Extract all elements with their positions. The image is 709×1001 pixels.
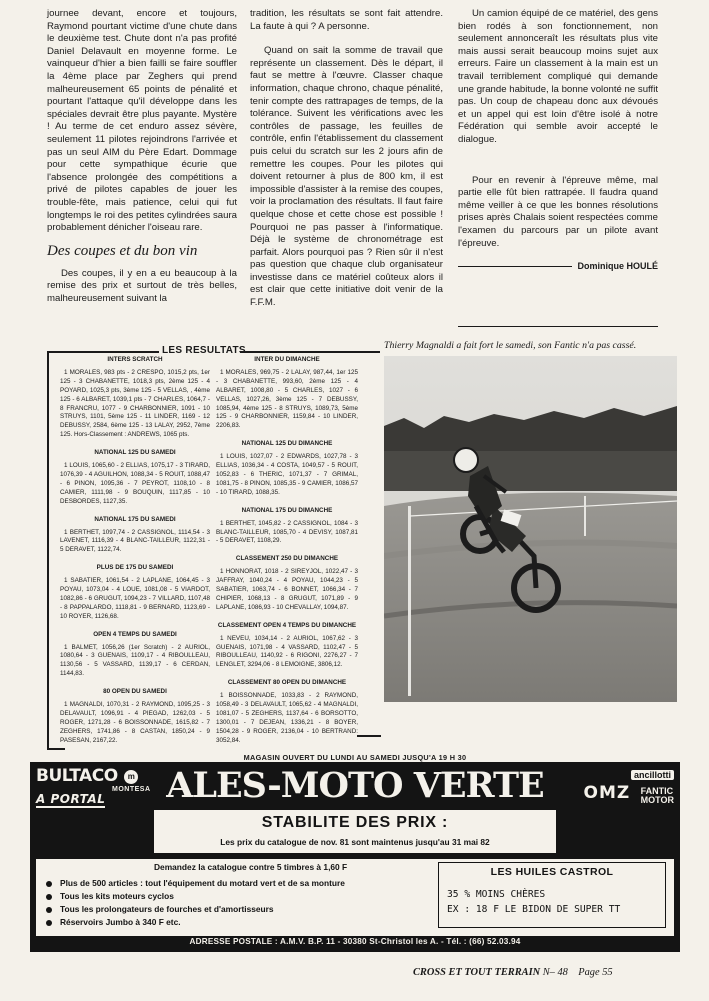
list-item: Plus de 500 articles : tout l'équipement du motard vert et de sa monture bbox=[46, 877, 436, 890]
article-column-1 bbox=[47, 8, 237, 305]
results-title: LES RESULTATS bbox=[162, 345, 246, 356]
price-stability-box bbox=[154, 810, 556, 853]
results-text: 1 BERTHET, 1097,74 - 2 CASSIGNOL, 1114,54 - 3 LAVENET, 1116,39 - 4 BLANC-TAILLEUR, 1122,31 - 5 DERAVET, 1122,74. bbox=[60, 528, 210, 554]
results-text: 1 BERTHET, 1045,82 - 2 CASSIGNOL, 1084 - 3 BLANC-TAILLEUR, 1085,70 - 4 DEVISY, 1087,81 - 5 DERAVET, 1108,29. bbox=[216, 519, 358, 545]
results-block bbox=[60, 564, 210, 621]
results-heading: CLASSEMENT 250 DU DIMANCHE bbox=[235, 555, 339, 563]
results-text: 1 MAGNALDI, 1070,31 - 2 RAYMOND, 1095,25 - 3 DELAVAULT, 1096,91 - 4 PIEGAD, 1262,03 - 5 ROGER, 1271,28 - 6 BOISSONNADE, 1615,82 - 7 ZEGHERS, 1741,86 - 8 CASTAN, 1850,24 - 9 PASESAN, 2167,22. bbox=[60, 701, 210, 744]
results-block bbox=[60, 688, 210, 745]
results-text: 1 BALMET, 1056,26 (1er Scratch) - 2 AURIOL, 1080,64 - 3 GUENAIS, 1109,17 - 4 RIBOULLEAU, 1130,56 - 5 VASSARD, 1139,17 - 6 CERDAN, 1144,83. bbox=[60, 643, 210, 678]
page-number: Page 55 bbox=[578, 967, 613, 978]
results-heading: PLUS DE 175 DU SAMEDI bbox=[96, 564, 174, 572]
issue-number: N– 48 bbox=[542, 967, 568, 978]
fantic-motor-logo: FANTIC MOTOR bbox=[640, 786, 674, 805]
castrol-example: EX : 18 F LE BIDON DE SUPER TT bbox=[447, 904, 621, 915]
bultaco-logo: BULTACO bbox=[36, 766, 118, 786]
shop-name: ALES-MOTO VERTE bbox=[166, 765, 544, 806]
article-column-3 bbox=[458, 8, 658, 273]
price-stability-subtitle: Les prix du catalogue de nov. 81 sont maintenus jusqu'au 31 mai 82 bbox=[220, 837, 490, 847]
castrol-oil-box bbox=[438, 862, 666, 928]
results-block bbox=[216, 679, 358, 745]
article-paragraph: journee devant, encore et toujours, Raymond pourtant victime d'une chute dans le deuxième test. Chute dont n'a pas profité Daniel Delavault en moyenne forme. Le vainqueur d'hier a bien failli se faire souffler la 4ème place par Zeghers qui prend malheureusement 65 points de pénalité et pourtant l'attaque qu'il développe dans les spéciales devrait être plus payante. Mystère ! Au terme de cet enduro assez sévère, seulement 11 pilotes rejoindrons l'arrivée et pas un seul AIM du Père Edart. Dommage pour cette sympathique écurie que l'absence prolongée des compétitions a privé de pilotes capables de jouer les trouble-fête, mais patience, celui qui fut longtemps le roi des petites cylindrées saura probablement dénicher l'oiseau rare. bbox=[47, 8, 237, 234]
results-block bbox=[216, 555, 358, 612]
results-text: 1 MORALES, 969,75 - 2 LALAY, 987,44, 1er 125 - 3 CHABANETTE, 993,60, 2ème 125 - 4 ALBARET, 1008,80 - 5 CHARLES, 1027 - 6 VELLAS, 1027,26, 3ème 125 - 7 DEBUSSY, 1085,94, 4ème 125 - 8 STRUYS, 1089,73, 5ème 125 - 9 CHARBONNIER, 1159,84 - 10 LINDER, 2206,83. bbox=[216, 368, 358, 430]
article-column-2 bbox=[250, 8, 443, 310]
offer-panel bbox=[36, 859, 674, 936]
results-heading: CLASSEMENT OPEN 4 TEMPS DU DIMANCHE bbox=[217, 621, 357, 629]
shop-opening-hours: MAGASIN OUVERT DU LUNDI AU SAMEDI JUSQU'A 19 H 30 bbox=[243, 753, 467, 762]
results-text: 1 NEVEU, 1034,14 - 2 AURIOL, 1067,62 - 3 GUENAIS, 1071,98 - 4 VASSARD, 1102,47 - 5 RIBOULLEAU, 1140,92 - 6 RIGONI, 2276,27 - 7 LENGLET, 3294,06 - 8 LEMOIGNE, 3806,12. bbox=[216, 634, 358, 669]
list-item: Tous les kits moteurs cyclos bbox=[46, 890, 436, 903]
montesa-icon: m bbox=[124, 770, 138, 784]
montesa-label: MONTESA bbox=[112, 786, 151, 793]
motocross-rider-photo bbox=[384, 356, 677, 702]
article-paragraph: Un camion équipé de ce matériel, des gens bien rodés à son fonctionnement, non seulement annonceraît les résultats plus vite mais aussi serait beaucoup moins sujet aux erreurs. Faire un classement à la main est un travail terriblement compliqué qui demande une grande habitude, la bonne volonté ne suffit pas. Un coup de chapeau donc aux dévoués et un appel qui est loin d'être isolé à notre Fédération qui semble avoir accepté le dialogue. bbox=[458, 8, 658, 145]
magazine-name: CROSS ET TOUT TERRAIN bbox=[413, 967, 541, 978]
results-block bbox=[60, 449, 210, 506]
omz-logo: OMZ bbox=[583, 783, 631, 803]
results-text: 1 SABATIER, 1061,54 - 2 LAPLANE, 1064,45 - 3 POYAU, 1073,04 - 4 LOUE, 1081,08 - 5 VIARDOT, 1082,86 - 6 GRUGUT, 1094,23 - 7 VILLARD, 1107,48 - 8 PAPPALARDO, 1118,81 - 9 BERNARD, 1123,69 - 10 ROYER, 1126,68. bbox=[60, 577, 210, 620]
bullet-icon bbox=[46, 894, 52, 900]
article-paragraph: tradition, les résultats se sont fait attendre. La faute à qui ? A personne. bbox=[250, 8, 443, 32]
photo-illustration bbox=[384, 356, 677, 702]
offer-list bbox=[46, 877, 436, 929]
results-block bbox=[60, 356, 210, 440]
article-paragraph: Quand on sait la somme de travail que représente un classement. Dès le départ, il faut se mettre à l'œuvre. Classer chaque information, chaque chrono, chaque pénalité, tenir compte des rattrapages de temps, de la tolérance. Suivent les vérifications avec les contrôles de passage, les feuilles de contrôle, enfin l'établissement du classement puis celui du scratch sur les 2 jours afin de remettre les coupes. Pour les pilotes qui doivent retourner à plus de 800 km, il est impossible d'assister à la remise des coupes, voir la proclamation des résultats. Il faut faire quelque chose et cette chose est possible ! Pourquoi ne pas passer à l'informatique. Déjà le système de chronométrage est parfait. Alors pourquoi pas ? Rien sûr il n'est pas question que chaque club organisateur investisse dans ce matériel coûteux alors il est clair que cette initiative doit venir de la F.F.M. bbox=[250, 45, 443, 309]
results-block bbox=[60, 631, 210, 680]
catalogue-offer: Demandez la catalogue contre 5 timbres à 1,60 F bbox=[154, 862, 348, 872]
list-item: Tous les prolongateurs de fourches et d'amortisseurs bbox=[46, 903, 436, 916]
results-heading: INTERS SCRATCH bbox=[107, 356, 163, 363]
results-heading: NATIONAL 175 DU SAMEDI bbox=[94, 515, 176, 523]
ancillotti-logo: ancillotti bbox=[631, 770, 674, 780]
signature-row bbox=[458, 260, 658, 273]
portal-logo: A PORTAL bbox=[36, 792, 106, 806]
brand-logos-left bbox=[36, 766, 158, 806]
article-paragraph: Des coupes, il y en a eu beaucoup à la remise des prix et surtout de très belles, malheureusement suivant la bbox=[47, 267, 237, 304]
results-block bbox=[216, 440, 358, 497]
results-text: 1 HONNORAT, 1018 - 2 SIREYJOL, 1022,47 - 3 JAFFRAY, 1040,24 - 4 POYAU, 1044,23 - 5 SABATIER, 1063,74 - 6 BONNET, 1066,34 - 7 CHIPIER, 1068,13 - 8 GRUGUT, 1071,89 - 9 LAPLANE, 1086,93 - 10 CHEVALLAY, 1094,87. bbox=[216, 568, 358, 611]
montesa-logo bbox=[112, 770, 151, 793]
ales-moto-verte-ad bbox=[30, 762, 680, 952]
results-frame bbox=[47, 351, 159, 353]
results-heading: INTER DU DIMANCHE bbox=[254, 356, 320, 363]
castrol-title: LES HUILES CASTROL bbox=[490, 866, 614, 878]
results-column-right bbox=[216, 356, 358, 755]
results-block bbox=[216, 622, 358, 671]
column-divider bbox=[458, 326, 658, 327]
results-heading: NATIONAL 125 DU DIMANCHE bbox=[241, 440, 333, 448]
brand-logos-right bbox=[564, 765, 674, 805]
results-heading: NATIONAL 125 DU SAMEDI bbox=[94, 449, 176, 457]
price-stability-title: STABILITE DES PRIX : bbox=[261, 814, 449, 831]
author-signature: Dominique HOULÉ bbox=[577, 261, 658, 272]
bullet-icon bbox=[46, 881, 52, 887]
postal-address: ADRESSE POSTALE : A.M.V. B.P. 11 - 30380 St-Christol les A. - Tél. : (66) 52.03.94 bbox=[189, 937, 521, 946]
results-heading: CLASSEMENT 80 OPEN DU DIMANCHE bbox=[227, 679, 347, 687]
results-frame bbox=[47, 351, 49, 750]
results-block bbox=[60, 516, 210, 556]
results-frame bbox=[357, 735, 381, 737]
bullet-icon bbox=[46, 907, 52, 913]
results-text: 1 LOUIS, 1027,07 - 2 EDWARDS, 1027,78 - 3 ELLIAS, 1036,34 - 4 COSTA, 1049,57 - 5 ROUIT, 1052,83 - 6 THERIC, 1071,37 - 7 GRIMAL, 1081,75 - 8 PINON, 1085,35 - 9 CAMIER, 1086,57 - 10 TIRARD, 1088,35. bbox=[216, 453, 358, 496]
article-subhead: Des coupes et du bon vin bbox=[47, 242, 198, 259]
results-heading: OPEN 4 TEMPS DU SAMEDI bbox=[93, 630, 177, 638]
photo-caption: Thierry Magnaldi a fait fort le samedi, son Fantic n'a pas cassé. bbox=[384, 340, 637, 351]
results-block bbox=[216, 507, 358, 547]
signature-divider bbox=[458, 266, 572, 267]
results-column-left bbox=[60, 356, 210, 755]
results-block bbox=[216, 356, 358, 431]
list-item: Réservoirs Jumbo à 340 F etc. bbox=[46, 916, 436, 929]
page-footer bbox=[413, 967, 685, 978]
results-heading: 80 OPEN DU SAMEDI bbox=[103, 688, 167, 696]
article-paragraph: Pour en revenir à l'épreuve même, mal partie elle fût bien rattrapée. Il faudra quand même veiller à ce que les bonnes résolutions prises après Chalais soient respectées comme l'examen du parcours par un pilote avant l'épreuve. bbox=[458, 174, 658, 249]
results-text: 1 MORALES, 983 pts - 2 CRESPO, 1015,2 pts, 1er 125 - 3 CHABANETTE, 1018,3 pts, 2ème 125 - 4 POYARD, 1025,3 pts, 3ème 125 - 5 VELLAS, , 4ème 125 - 6 ALBARET, 1039,1 pts - 7 CHARLES, 1064,7 - 8 FRANCRU, 1077 - 9 CHARBONNIER, 1091 - 10 STRUYS, 1101, 5ème 125 - 11 LINDER, 1169 - 12 DEBUSSY, 2584, 6ème 125 - 13 LALAY, 2952, 7ème 125. Hors-Classement : ANDREWS, 1065 pts. bbox=[60, 368, 210, 439]
results-text: 1 LOUIS, 1065,60 - 2 ELLIAS, 1075,17 - 3 TIRARD, 1076,39 - 4 AGUILHON, 1088,34 - 5 ROUIT, 1088,47 - 6 PINON, 1095,36 - 7 PEYROT, 1108,10 - 8 CAMIER, 1111,98 - 9 BOUQUIN, 1117,85 - 10 DESBORDES, 1127,35. bbox=[60, 462, 210, 505]
results-heading: NATIONAL 175 DU DIMANCHE bbox=[241, 506, 333, 514]
bullet-icon bbox=[46, 920, 52, 926]
results-text: 1 BOISSONNADE, 1033,83 - 2 RAYMOND, 1058,49 - 3 DELAVAULT, 1065,62 - 4 MAGNALDI, 1081,07 - 5 ZEGHERS, 1137,64 - 6 BORSOTTO, 1300,01 - 7 DEJEAN, 1336,21 - 8 BOYER, 1504,28 - 9 ROGER, 2136,04 - 10 BERTRAND: 3052,84. bbox=[216, 692, 358, 744]
castrol-discount: 35 % MOINS CHÈRES bbox=[447, 889, 546, 900]
results-frame bbox=[240, 351, 380, 353]
